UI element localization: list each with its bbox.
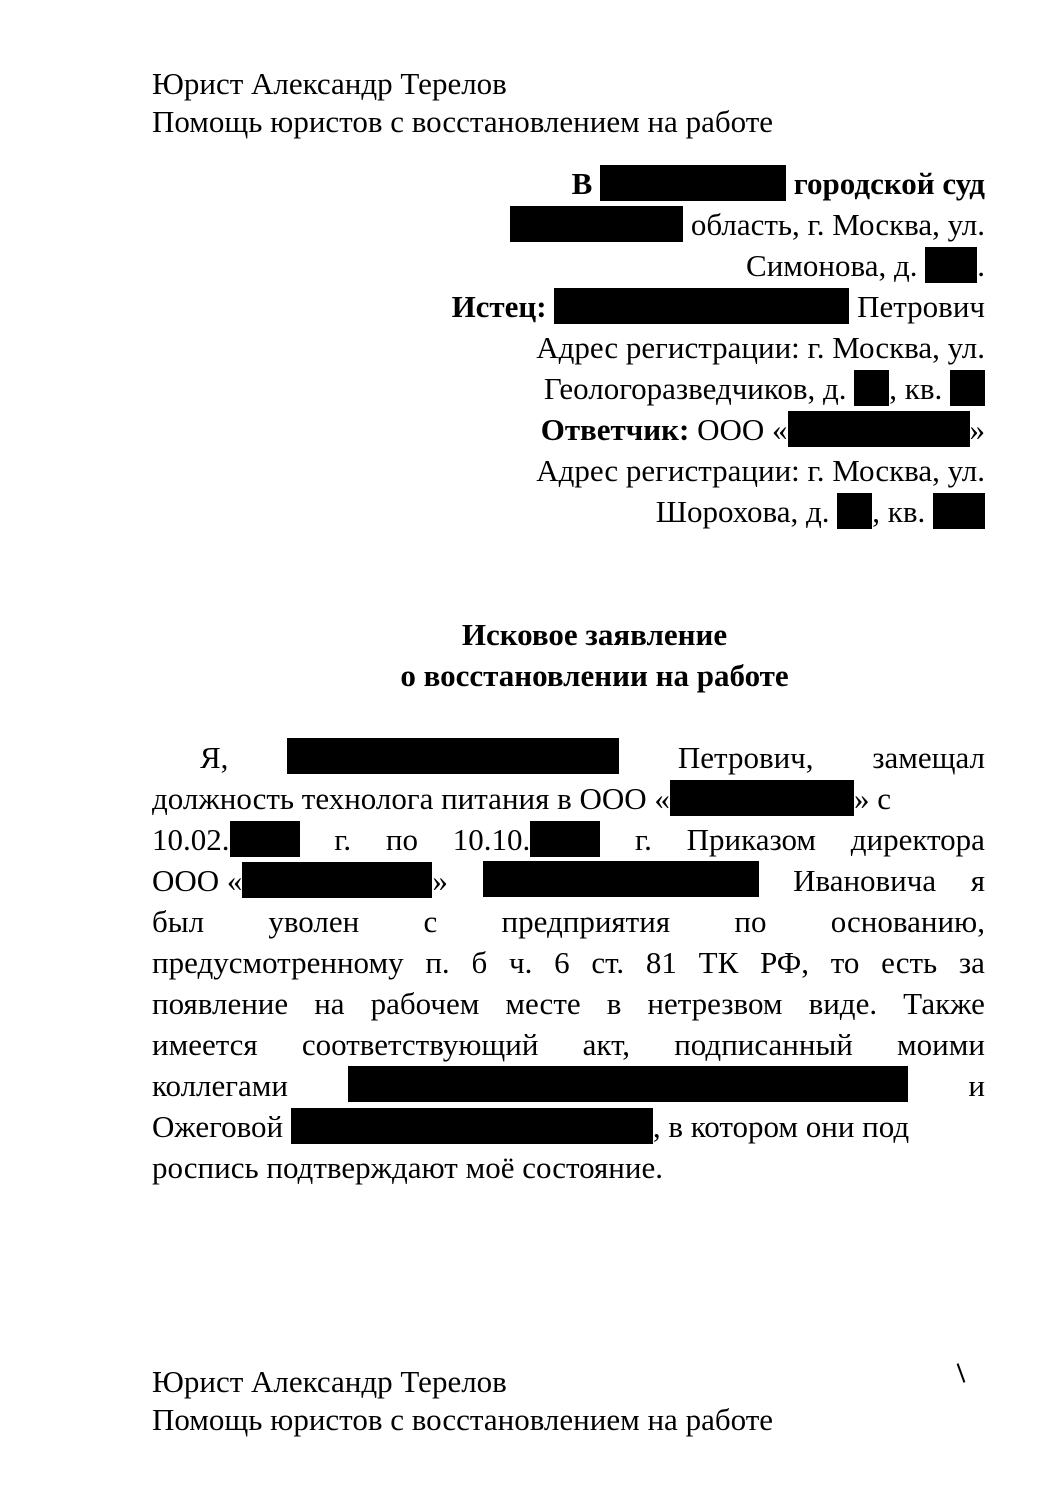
body-text: , в котором они под <box>652 1109 910 1144</box>
body-date-start: 10.02. <box>152 820 300 860</box>
redaction-plaintiff-apt <box>950 370 985 406</box>
redaction-plaintiff-name <box>554 288 849 324</box>
body-word: рабочем <box>370 986 480 1021</box>
body-line-8 <box>152 1025 985 1065</box>
redaction-court-region <box>510 206 683 242</box>
body-word: директора <box>850 822 985 857</box>
plaintiff-address-2b: , кв. <box>889 371 943 406</box>
body-word: с <box>423 904 438 939</box>
body-word: Я, <box>200 740 229 775</box>
body-word: имеется <box>152 1027 258 1062</box>
body-line-9 <box>152 1066 985 1106</box>
body-text: Ожеговой <box>152 1109 284 1144</box>
body-word: РФ, <box>760 945 809 980</box>
body-word: месте <box>505 986 581 1021</box>
court-line <box>572 164 985 204</box>
body-word: соответствующий <box>301 1027 539 1062</box>
redaction-year-start <box>230 821 300 857</box>
redaction-court-name <box>600 165 786 201</box>
defendant-address-2a: Шорохова, д. <box>655 494 830 529</box>
redaction-employer-name <box>670 780 854 816</box>
court-suffix: городской суд <box>793 166 985 201</box>
redaction-plaintiff-house <box>854 370 889 406</box>
body-line-11: роспись подтверждают моё состояние. <box>152 1150 664 1185</box>
body-word: и <box>968 1068 985 1103</box>
body-word: предприятия <box>501 904 671 939</box>
body-line-1 <box>200 738 985 778</box>
court-prefix: В <box>571 166 593 201</box>
body-word: основанию, <box>830 904 985 939</box>
body-word: Ивановича <box>793 863 937 898</box>
redaction-year-end <box>530 821 600 857</box>
redaction-employer-name-2 <box>242 862 432 898</box>
defendant-org-close: » <box>969 412 985 447</box>
defendant-address-line-1: Адрес регистрации: г. Москва, ул. <box>536 453 985 488</box>
body-word: Петрович, <box>677 740 814 775</box>
body-word: моими <box>897 1027 985 1062</box>
plaintiff-label: Истец: <box>451 289 547 324</box>
body-word: ч. <box>509 945 533 980</box>
scan-mark <box>957 1363 966 1382</box>
body-text: должность технолога питания в ООО « <box>152 781 670 816</box>
body-line-6 <box>152 943 985 983</box>
body-line-2 <box>152 779 985 819</box>
redaction-colleagues-names <box>348 1066 908 1102</box>
body-word: был <box>152 904 205 939</box>
body-word: коллегами <box>152 1068 288 1103</box>
defendant-address-2b: , кв. <box>872 494 926 529</box>
body-date-end: 10.10. <box>453 820 601 860</box>
body-word: нетрезвом <box>647 986 783 1021</box>
plaintiff-patronymic: Петрович <box>857 289 985 324</box>
defendant-address-line-2 <box>656 492 985 532</box>
header-line-2: Помощь юристов с восстановлением на работе <box>152 104 773 139</box>
body-word: подписанный <box>674 1027 853 1062</box>
court-address-2b: . <box>977 248 985 283</box>
redaction-author-name <box>287 738 619 774</box>
body-word: ст. <box>591 945 625 980</box>
body-org: ООО « » <box>152 863 448 898</box>
body-word: есть <box>881 945 938 980</box>
court-address-line-2 <box>746 246 985 286</box>
body-line-7 <box>152 984 985 1024</box>
body-word: п. <box>425 945 450 980</box>
body-word: Приказом <box>686 822 817 857</box>
redaction-defendant-apt <box>933 493 985 529</box>
body-line-5 <box>152 902 985 942</box>
plaintiff-address-line-2 <box>544 369 985 409</box>
body-word: в <box>606 986 622 1021</box>
body-word: уволен <box>268 904 360 939</box>
body-word: виде. <box>808 986 878 1021</box>
redaction-court-house <box>925 247 977 283</box>
plaintiff-address-line-1: Адрес регистрации: г. Москва, ул. <box>536 330 985 365</box>
body-line-10 <box>152 1107 909 1147</box>
court-address-2a: Симонова, д. <box>746 248 918 283</box>
redaction-defendant-house <box>837 493 872 529</box>
defendant-line <box>541 410 985 450</box>
plaintiff-line <box>452 287 985 327</box>
document-title: Исковое заявление <box>461 617 728 652</box>
body-word: Также <box>903 986 985 1021</box>
body-word: то <box>830 945 860 980</box>
body-word: замещал <box>872 740 985 775</box>
body-line-4 <box>152 861 985 901</box>
body-word: предусмотренному <box>152 945 404 980</box>
footer-line-1: Юрист Александр Терелов <box>152 1364 507 1399</box>
redaction-defendant-name <box>788 411 970 447</box>
body-word: на <box>314 986 345 1021</box>
body-line-3 <box>152 820 985 860</box>
body-word: по <box>385 822 418 857</box>
defendant-org-open: ООО « <box>697 412 788 447</box>
court-address-1: область, г. Москва, ул. <box>690 207 985 242</box>
body-word: б <box>471 945 488 980</box>
document-subtitle: о восстановлении на работе <box>400 658 789 693</box>
court-address-line-1 <box>510 205 985 245</box>
body-word: я <box>970 863 985 898</box>
body-word: по <box>734 904 767 939</box>
body-word: появление <box>152 986 289 1021</box>
footer-line-2: Помощь юристов с восстановлением на работе <box>152 1402 773 1437</box>
redaction-colleague-initials <box>291 1108 653 1144</box>
body-text: » с <box>853 781 891 816</box>
plaintiff-address-2a: Геологоразведчиков, д. <box>543 371 847 406</box>
body-word: за <box>958 945 985 980</box>
body-word: ТК <box>698 945 739 980</box>
body-word: г. <box>634 822 652 857</box>
body-word: 81 <box>645 945 677 980</box>
redaction-director-name <box>483 861 759 897</box>
body-word: акт, <box>582 1027 631 1062</box>
defendant-label: Ответчик: <box>540 412 690 447</box>
header-line-1: Юрист Александр Терелов <box>152 66 507 101</box>
body-word: г. <box>334 822 352 857</box>
body-word: 6 <box>554 945 570 980</box>
